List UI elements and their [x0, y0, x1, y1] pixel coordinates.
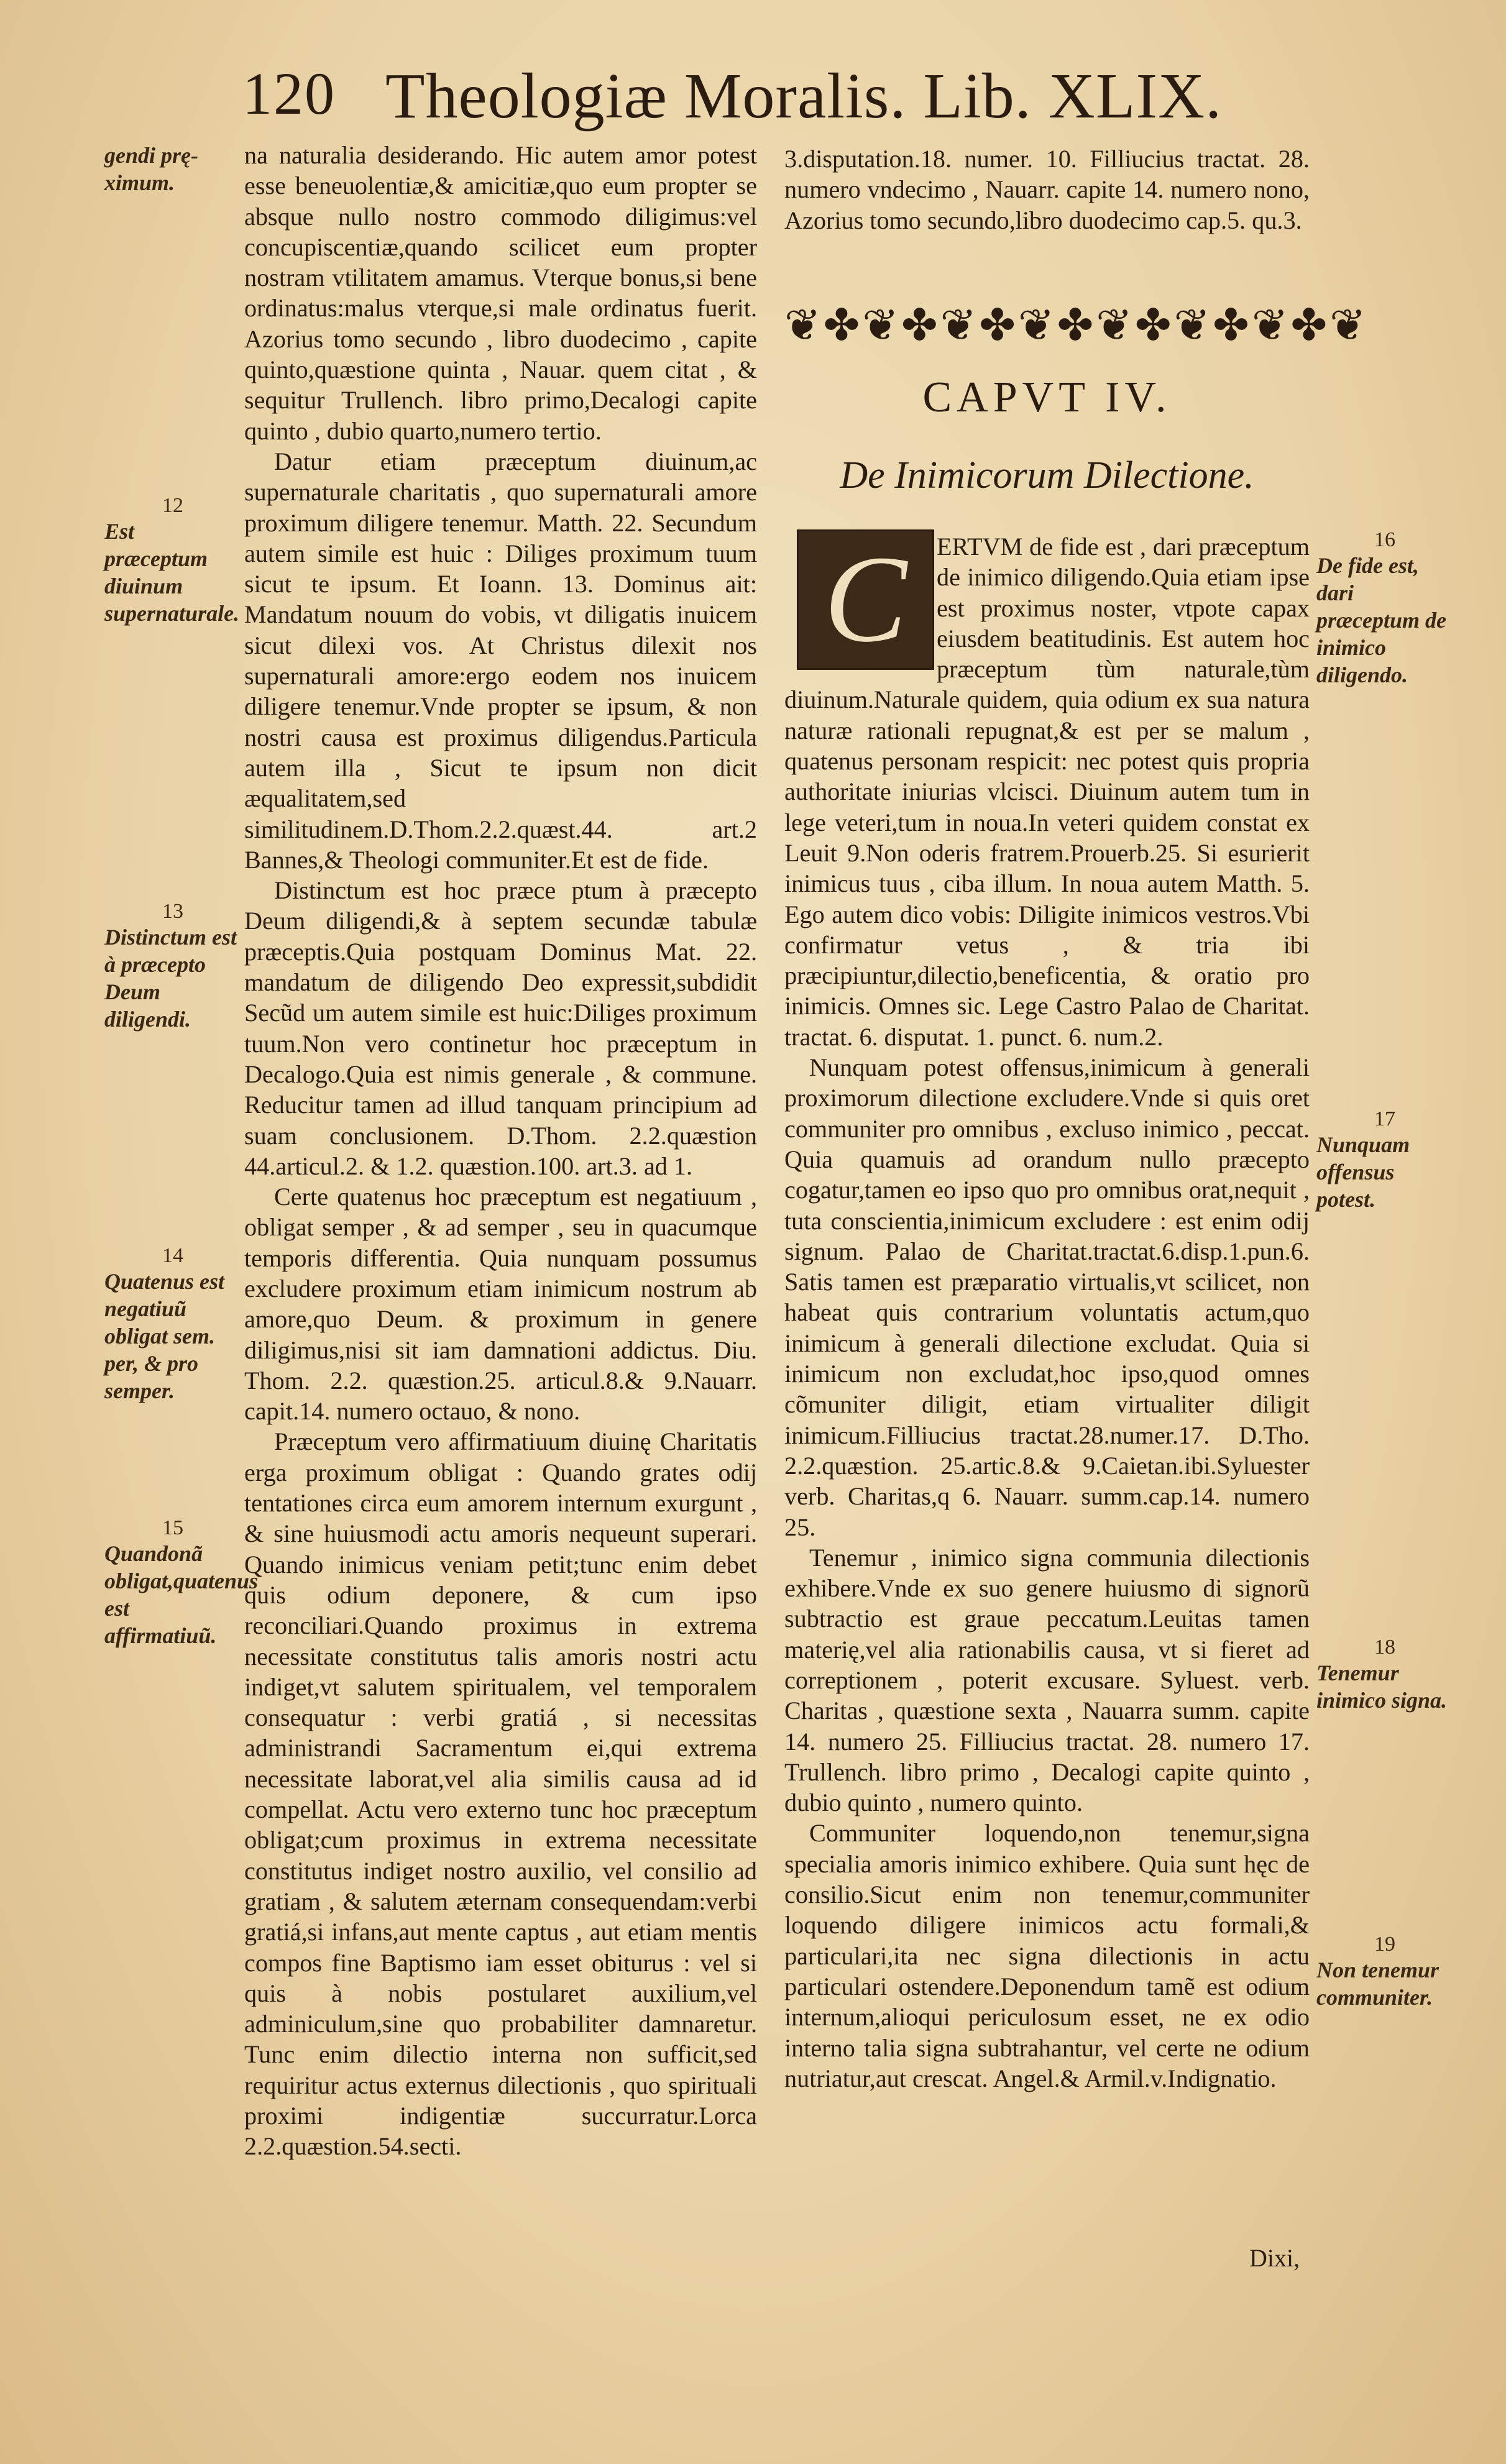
page-number: 120	[242, 60, 336, 127]
paragraph: Præceptum vero affirmatiuum diuinę Charitatis erga proximum obligat : Quando grates odij tentationes circa eum amorem internum exurgunt , & sine huiusmodi actu amoris nequeunt superari. Quando inimicus veniam petit;tunc enim debet quis odium deponere, & cum ipso reconciliari.Quando proximus in extrema necessitate constitutus talis amoris nostri actu indiget,vt salutem spiritualem, vel temporalem consequatur : verbi gratiá , si necessitas administrandi Sacramentum ei,qui extrema necessitate laborat,vel alia similis causa ad id compellat. Actu vero externo tunc hoc præceptum obligat;cum proximus in extrema necessitate constitutus indiget nostro auxilio, vel consilio ad gratiam , & salutem æternam consequendam:verbi gratiá,si infans,aut mente captus , aut etiam mentis compos fine Baptismo iam esset obiturus : vel si quis à nobis postularet auxilium,vel adminiculum,sine quo probabiliter damnaretur. Tunc enim dilectio interna non sufficit,sed requiritur actus externus dilectionis , quo spirituali proximi indigentiæ succurratur.Lorca 2.2.quæstion.54.secti.	[244, 1427, 757, 2161]
margin-note	[104, 1244, 241, 1404]
paragraph: Nunquam potest offensus,inimicum à generali proximorum dilectione excludere.Vnde si quis oret communiter pro omnibus , excluso inimico , peccat. Quia quamuis ad orandum nullo præcepto cogatur,tamen eo ipso quo pro omnibus orat,nequit , tuta conscientia,inimicum excludere : est enim odij signum. Palao de Charitat.tractat.6.disp.1.pun.6. Satis tamen est præparatio virtualis,vt scilicet, non habeat quis contrarium voluntatis actum,quo inimicum à generali dilectione excludat. Quia si inimicum non excludat,hoc ipso,quod omnes cõmuniter diligit, etiam virtualiter diligit inimicum.Filliucius tractat.28.numer.17. D.Tho. 2.2.quæstion. 25.artic.8.& 9.Caietan.ibi.Syluester verb. Charitas,q 6. Nauarr. summ.cap.14. numero 25.	[784, 1053, 1310, 1541]
margin-note-number: 13	[162, 900, 183, 923]
margin-note-text: Tenemur inimico signa.	[1316, 1660, 1448, 1713]
margin-note-text: gendi prę-ximum.	[104, 143, 198, 195]
right-column-body	[784, 531, 1310, 2094]
margin-note-number: 14	[162, 1244, 183, 1267]
paragraph: ERTVM de fide est , dari præceptum de inimico diligendo.Quia etiam ipse est proximus noster, vtpote capax eiusdem beatitudinis. Est autem hoc præceptum tùm naturale,tùm diuinum.Naturale quidem, quia odium ex sua natura naturæ rationali repugnat,& est per se malum , quatenus personam respicit: nec potest quis propria authoritate iniurias vlcisci. Diuinum autem tum in lege veteri,tum in noua.In veteri quidem constat ex Leuit 9.Non oderis fratrem.Prouerb.25. Si esurierit inimicus tuus , ciba illum. In noua autem Matth. 5. Ego autem dico vobis: Diligite inimicos vestros.Vbi confirmatur vetus , & tria ibi præcipiuntur,dilectio,beneficentia, & oratio pro inimicis. Omnes sic. Lege Castro Palao de Charitat. tractat. 6. disputat. 1. punct. 6. num.2.	[784, 533, 1310, 1051]
margin-note	[104, 1516, 259, 1649]
chapter-subtitle: De Inimicorum Dilectione.	[840, 454, 1254, 497]
drop-cap-letter: C	[824, 531, 907, 668]
paragraph: Tenemur , inimico signa communia dilectionis exhibere.Vnde ex suo genere huiusmo di signorũ subtractio est graue peccatum.Leuitas tamen materię,vel alia rationabilis causa, vt si fieret ad correptionem , poterit excusare. Syluest. verb. Charitas , quæstione sexta , Nauarra summ. capite 14. numero 25. Filliucius tractat. 28. numero 17. Trullench. libro primo , Decalogi capite quinto , dubio quinto , numero quinto.	[784, 1543, 1310, 1817]
margin-note	[104, 142, 241, 196]
margin-note-text: Quandonã obligat,quatenus est affirmatiuũ.	[104, 1541, 259, 1648]
paragraph: Distinctum est hoc præce ptum à præcepto Deum diligendi,& à septem secundæ tabulæ præceptis.Quia postquam Dominus Mat. 22. mandatum de diligendo Deo expressit,subdidit Secũd um autem simile est huic:Diliges proximum tuum.Non vero continetur hoc præceptum in Decalogo.Quia est nimis generale , & commune. Reducitur tamen ad illud tanquam principium ad suam conclusionem. D.Thom. 2.2.quæstion 44.articul.2. & 1.2. quæstion.100. art.3. ad 1.	[244, 876, 757, 1180]
margin-note-text: Nunquam offensus potest.	[1316, 1132, 1410, 1212]
margin-note	[1316, 1636, 1453, 1714]
margin-note-text: Distinctum est à præcepto Deum diligendi.	[104, 925, 237, 1032]
margin-note-number: 17	[1374, 1107, 1395, 1130]
catchword: Dixi,	[1249, 2244, 1300, 2272]
paragraph: Datur etiam præceptum diuinum,ac supernaturale charitatis , quo supernaturali amore proximum diligere tenemur. Matth. 22. Secundum autem simile est huic : Diliges proximum tuum sicut te ipsum. Et Ioann. 13. Dominus ait: Mandatum nouum do vobis, vt diligatis inuicem sicut dilexi vos. At Christus dilexit nos supernaturali amore:ergo eodem nos inuicem diligere tenemur.Vnde propter se ipsum, & non nostri causa est proximus diligendus.Particula autem illa , Sicut te ipsum non dicit æqualitatem,sed similitudinem.D.Thom.2.2.quæst.44. art.2 Bannes,& Theologi communiter.Et est de fide.	[244, 447, 757, 874]
margin-note-number: 18	[1374, 1636, 1395, 1659]
margin-note-text: Non tenemur communiter.	[1316, 1958, 1439, 2010]
ornament-band: ❦✤❦✤❦✤❦✤❦✤❦✤❦✤❦	[784, 302, 1369, 350]
paragraph: 3.disputation.18. numer. 10. Filliucius tractat. 28. numero vndecimo , Nauarr. capite 14. numero nono, Azorius tomo secundo,libro duodecimo cap.5. qu.3.	[784, 145, 1310, 234]
running-title: Theologiæ Moralis. Lib. XLIX.	[385, 60, 1223, 132]
chapter-heading: CAPVT IV.	[922, 373, 1172, 421]
margin-note	[104, 494, 241, 627]
margin-note-text: De fide est, dari præceptum de inimico diligendo.	[1316, 553, 1446, 687]
margin-note	[1316, 1107, 1453, 1213]
right-column-top	[784, 140, 1310, 236]
margin-note-number: 19	[1374, 1933, 1395, 1956]
margin-note-number: 15	[162, 1516, 183, 1539]
margin-note-text: Quatenus est negatiuũ obligat sem. per, & pro semper.	[104, 1269, 225, 1403]
margin-note	[1316, 528, 1453, 689]
left-column	[244, 140, 757, 2162]
paragraph: Certe quatenus hoc præceptum est negatiuum , obligat semper , & ad semper , seu in quacumque temporis differentia. Quia nunquam possumus excludere proximum etiam inimicum nostrum ab amore,quo Deum. & proximum in genere diligimus,nisi sit iam damnationi addictus. Diu. Thom. 2.2. quæstion.25. articul.8.& 9.Nauarr. capit.14. numero octauo, & nono.	[244, 1183, 757, 1426]
paragraph: Communiter loquendo,non tenemur,signa specialia amoris inimico exhibere. Quia sunt hęc de consilio.Sicut enim non tenemur,communiter loquendo diligere inimicos actu formali,& particulari,ita nec signa dilectionis in actu particulari ostendere.Deponendum tamẽ est odium internum,alioqui periculosum esset, ne ex odio interno talia signa subtrahantur, vel certe ne odium nutriatur,aut crescat. Angel.& Armil.v.Indignatio.	[784, 1819, 1310, 2092]
page-header	[242, 59, 1299, 140]
margin-note	[104, 900, 241, 1033]
margin-note	[1316, 1933, 1453, 2011]
margin-note-number: 12	[162, 494, 183, 517]
margin-note-number: 16	[1374, 528, 1395, 551]
margin-note-text: Est præceptum diuinum supernaturale.	[104, 519, 240, 626]
paragraph: na naturalia desiderando. Hic autem amor potest esse beneuolentiæ,& amicitiæ,quo eum propter se absque nullo nostro commodo diligimus:vel concupiscentiæ,quando scilicet eum propter nostram vtilitatem amamus. Vterque bonus,si bene ordinatus:malus vterque,si male ordinatus fuerit. Azorius tomo secundo , libro duodecimo , capite quinto,quæstione quinta , Nauar. quem citat , & sequitur Trullench. libro primo,Decalogi capite quinto , dubio quarto,numero tertio.	[244, 141, 757, 445]
